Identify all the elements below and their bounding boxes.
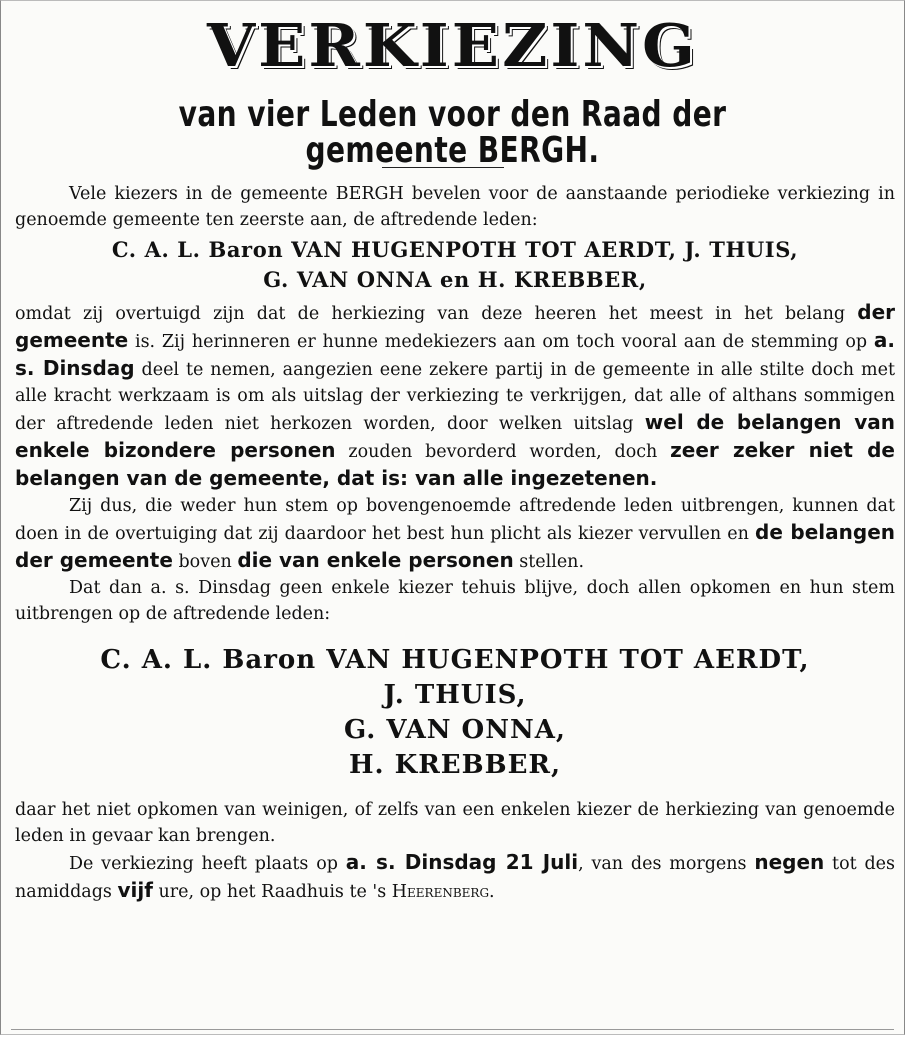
headline: VERKIEZING	[207, 10, 698, 81]
text-run: , van des morgens	[578, 854, 755, 874]
candidate-name: H. KREBBER,	[348, 750, 562, 780]
bold-run: zeer zeker niet de belangen van de gemeente, dat is: van alle ingezetenen.	[15, 438, 895, 490]
divider-rule	[382, 167, 504, 168]
paragraph-warning: daar het niet opkomen van weinigen, of zelfs van een enkelen kiezer de herkiezing van genoemde leden in gevaar kan brengen.	[15, 800, 895, 846]
bold-run: de belangen der gemeente	[15, 520, 895, 572]
paragraph-election-details	[15, 849, 895, 905]
candidate-names-line-2: G. VAN ONNA en H. KREBBER,	[263, 267, 647, 292]
bottom-rule	[11, 1029, 894, 1030]
text-run: is. Zij herinneren er hunne medekiezers aan om toch vooral aan de stemming op	[128, 332, 874, 352]
candidate-name: J. THUIS,	[383, 680, 527, 710]
bold-run: a. s. Dinsdag 21 Juli	[345, 850, 579, 874]
bold-run: der gemeente	[15, 300, 895, 352]
paragraph-voters	[15, 493, 895, 575]
bold-run: wel de belangen van enkele bizondere personen	[15, 410, 895, 462]
bold-run: die van enkele personen	[237, 548, 514, 572]
text-run: zouden bevorderd worden, doch	[335, 442, 671, 462]
candidate-name: C. A. L. Baron VAN HUGENPOTH TOT AERDT,	[100, 645, 810, 675]
paragraph-intro: Vele kiezers in de gemeente BERGH bevelen voor de aanstaande periodieke verkiezing in genoemde gemeente ten zeerste aan, de aftredende leden:	[15, 184, 895, 230]
text-run: stellen.	[513, 552, 585, 572]
text-run: omdat zij overtuigd zijn dat de herkiezing van deze heeren het meest in het belang	[15, 304, 858, 324]
bold-run: negen	[754, 850, 825, 874]
text-run: tot des namiddags	[15, 854, 895, 902]
bold-run: vijf	[117, 878, 153, 902]
candidate-names-block	[15, 643, 895, 783]
text-run: deel te nemen, aangezien eene zekere partij in de gemeente in alle stilte doch met alle kracht werkzaam is om als uitslag der verkiezing te verkrijgen, dat alle of althans sommigen der aftredende leden niet herkozen worden, door welken uitslag	[15, 360, 895, 434]
subheadline: van vier Leden voor den Raad der gemeente BERGH.	[178, 94, 727, 171]
advertisement-body	[15, 181, 895, 905]
text-run: boven	[172, 552, 238, 572]
paragraph-call-to-vote: Dat dan a. s. Dinsdag geen enkele kiezer tehuis blijve, doch allen opkomen en hun stem uitbrengen op de aftredende leden:	[15, 578, 895, 624]
text-run: ure, op het Raadhuis te 's	[152, 882, 392, 902]
candidate-names-inline	[15, 235, 895, 295]
candidate-name: G. VAN ONNA,	[344, 715, 566, 745]
text-run: De verkiezing heeft plaats op	[69, 854, 346, 874]
candidate-names-line-1: C. A. L. Baron VAN HUGENPOTH TOT AERDT, J. THUIS,	[111, 237, 799, 262]
text-run: Zij dus, die weder hun stem op bovengenoemde aftredende leden uitbrengen, kunnen dat doen in de overtuiging dat zij daardoor het best hun plicht als kiezer vervullen en	[15, 496, 895, 544]
paragraph-reasons	[15, 299, 895, 493]
smallcaps-run: Heerenberg.	[391, 882, 495, 902]
bold-run: a. s. Dinsdag	[15, 328, 895, 380]
